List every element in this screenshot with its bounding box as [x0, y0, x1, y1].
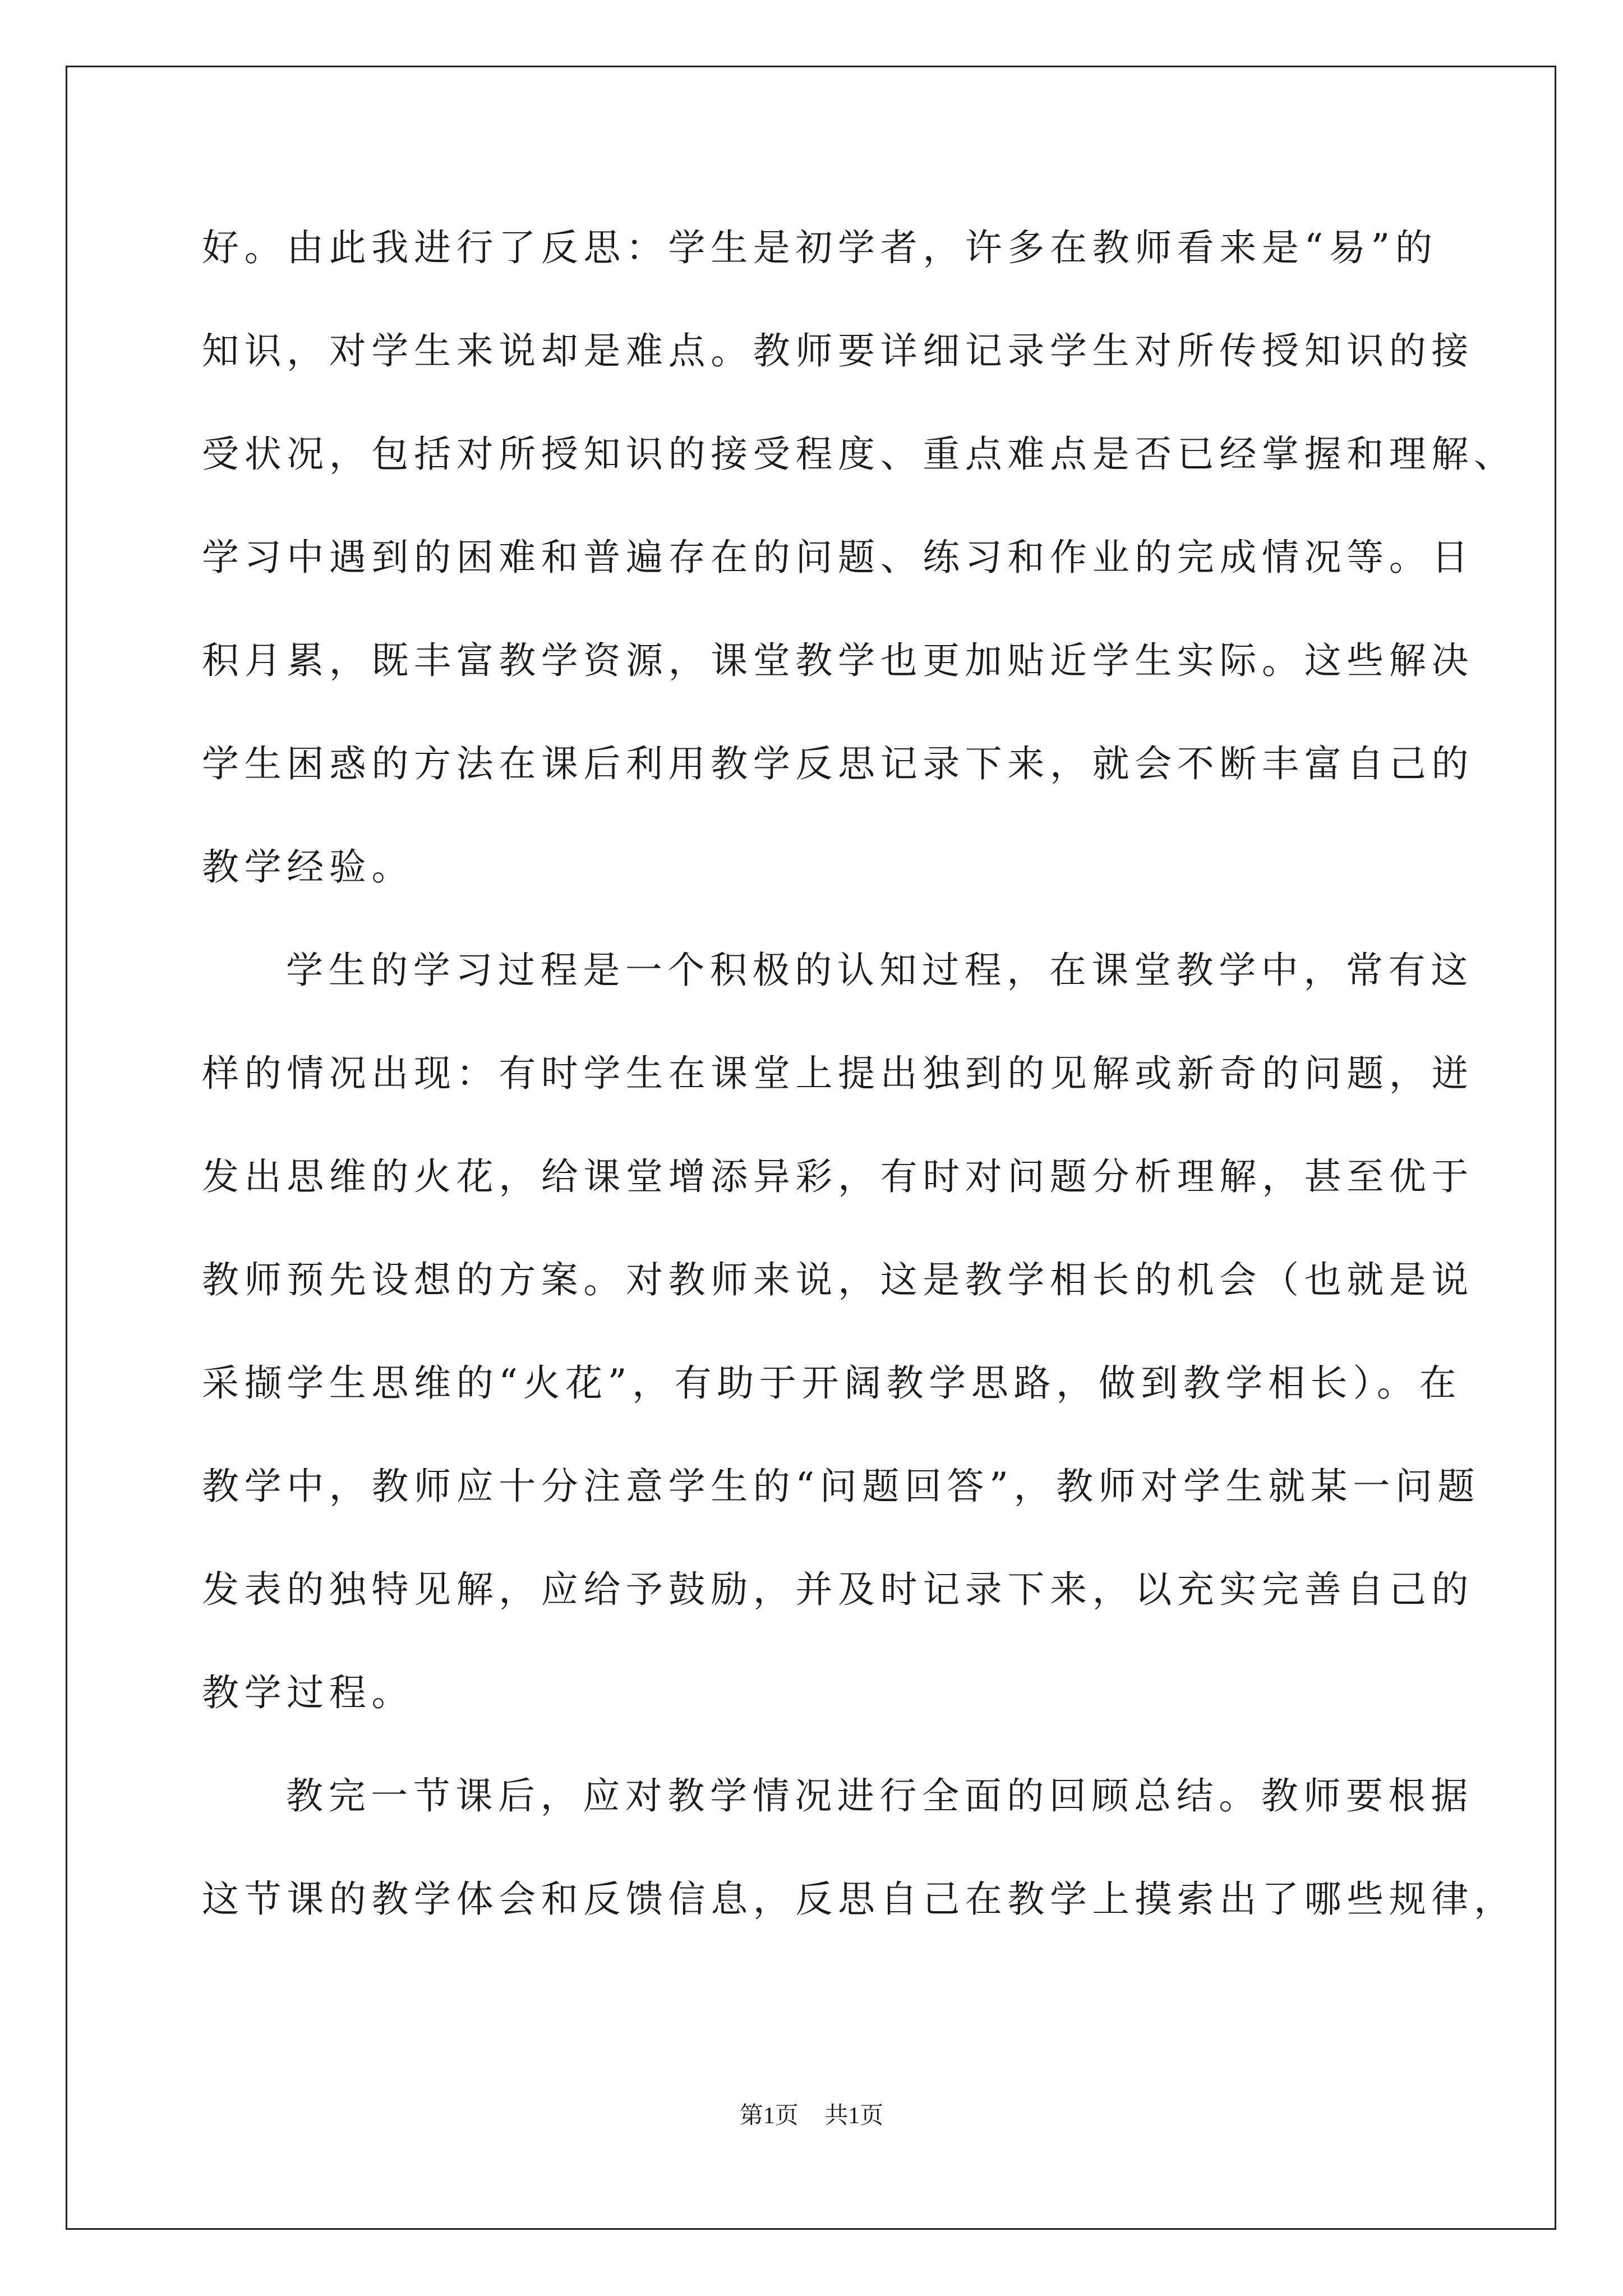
page-number-current: 第1页 — [739, 2103, 799, 2129]
text-line: 样的情况出现：有时学生在课堂上提出独到的见解或新奇的问题，迸 — [202, 1052, 1474, 1095]
text-line: 教学过程。 — [202, 1671, 414, 1714]
text-line: 采撷学生思维的“火花”，有助于开阔教学思路，做到教学相长）。在 — [202, 1361, 1462, 1405]
text-line: 受状况，包括对所授知识的接受程度、重点难点是否已经掌握和理解、 — [202, 432, 1516, 476]
text-line: 学习中遇到的困难和普遍存在的问题、练习和作业的完成情况等。日 — [202, 536, 1474, 579]
document-body — [202, 220, 1516, 1975]
text-line: 好。由此我进行了反思：学生是初学者，许多在教师看来是“易”的 — [202, 226, 1438, 269]
page-footer — [0, 2097, 1623, 2131]
text-line: 积月累，既丰富教学资源，课堂教学也更加贴近学生实际。这些解决 — [202, 639, 1474, 682]
paragraph-first-line: 学生的学习过程是一个积极的认知过程，在课堂教学中，常有这 — [286, 949, 1473, 992]
text-line: 教师预先设想的方案。对教师来说，这是教学相长的机会（也就是说 — [202, 1258, 1474, 1301]
text-line: 教学经验。 — [202, 845, 414, 889]
paragraph-first-line: 教完一节课后，应对教学情况进行全面的回顾总结。教师要根据 — [286, 1774, 1473, 1818]
text-line: 发表的独特见解，应给予鼓励，并及时记录下来，以充实完善自己的 — [202, 1568, 1474, 1611]
text-line: 发出思维的火花，给课堂增添异彩，有时对问题分析理解，甚至优于 — [202, 1155, 1474, 1198]
page-number-total: 共1页 — [824, 2103, 884, 2129]
text-line: 知识，对学生来说却是难点。教师要详细记录学生对所传授知识的接 — [202, 329, 1474, 372]
text-line: 教学中，教师应十分注意学生的“问题回答”，教师对学生就某一问题 — [202, 1465, 1481, 1508]
text-line: 这节课的教学体会和反馈信息，反思自己在教学上摸索出了哪些规律， — [202, 1878, 1516, 1921]
text-line: 学生困惑的方法在课后利用教学反思记录下来，就会不断丰富自己的 — [202, 742, 1474, 785]
